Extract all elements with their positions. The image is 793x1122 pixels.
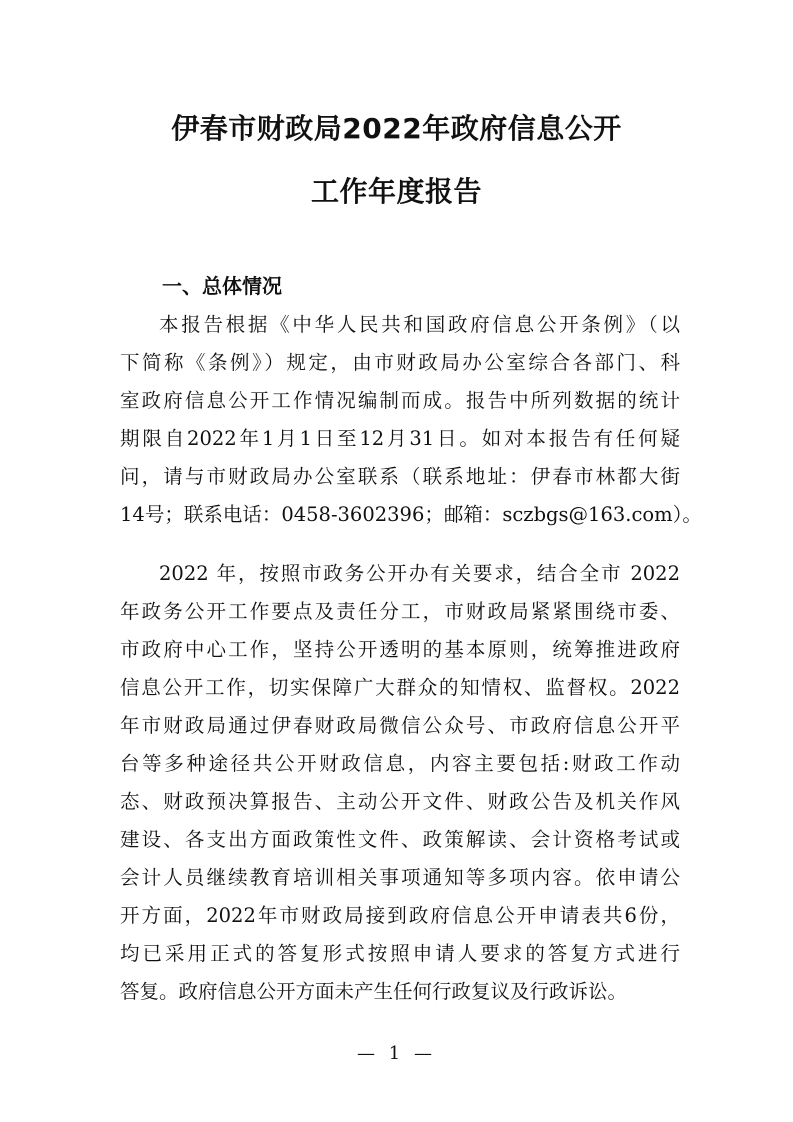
document-title-line-2: 工作年度报告 bbox=[310, 175, 482, 208]
page-number: — 1 — bbox=[357, 1043, 436, 1064]
paragraph-2-line: 信息公开工作，切实保障广大群众的知情权、监督权。2022 bbox=[120, 676, 680, 699]
paragraph-2-line: 市政府中心工作，坚持公开透明的基本原则，统筹推进政府 bbox=[120, 638, 680, 661]
paragraph-2-line: 年政务公开工作要点及责任分工，市财政局紧紧围绕市委、 bbox=[120, 600, 680, 623]
paragraph-1-line: 期限自2022年1月1日至12月31日。如对本报告有任何疑 bbox=[120, 427, 680, 450]
paragraph-1 bbox=[120, 306, 702, 534]
paragraph-2-line: 年市财政局通过伊春财政局微信公众号、市政府信息公开平 bbox=[120, 714, 680, 737]
paragraph-1-line: 本报告根据《中华人民共和国政府信息公开条例》（以 bbox=[159, 313, 680, 336]
paragraph-2-line: 均已采用正式的答复形式按照申请人要求的答复方式进行 bbox=[120, 942, 680, 965]
paragraph-2-line: 会计人员继续教育培训相关事项通知等多项内容。依申请公 bbox=[120, 866, 680, 889]
paragraph-1-line: 14号；联系电话：0458-3602396；邮箱：sczbgs@163.com）。 bbox=[120, 503, 702, 526]
paragraph-2 bbox=[120, 555, 680, 1011]
paragraph-1-line: 问，请与市财政局办公室联系（联系地址：伊春市林都大街 bbox=[120, 465, 680, 488]
paragraph-1-line: 室政府信息公开工作情况编制而成。报告中所列数据的统计 bbox=[120, 389, 680, 412]
paragraph-2-line: 台等多种途径共公开财政信息，内容主要包括:财政工作动 bbox=[120, 752, 680, 775]
document-title-line-1: 伊春市财政局2022年政府信息公开 bbox=[171, 112, 622, 145]
paragraph-2-line: 态、财政预决算报告、主动公开文件、财政公告及机关作风 bbox=[120, 790, 680, 813]
paragraph-2-line: 答复。政府信息公开方面未产生任何行政复议及行政诉讼。 bbox=[120, 980, 628, 1003]
section-heading-overview: 一、总体情况 bbox=[162, 274, 282, 298]
paragraph-2-line: 2022 年，按照市政务公开办有关要求，结合全市 2022 bbox=[159, 562, 680, 585]
paragraph-2-line: 建设、各支出方面政策性文件、政策解读、会计资格考试或 bbox=[120, 828, 680, 851]
paragraph-1-line: 下简称《条例》）规定，由市财政局办公室综合各部门、科 bbox=[120, 351, 680, 374]
paragraph-2-line: 开方面，2022年市财政局接到政府信息公开申请表共6份， bbox=[120, 904, 680, 927]
